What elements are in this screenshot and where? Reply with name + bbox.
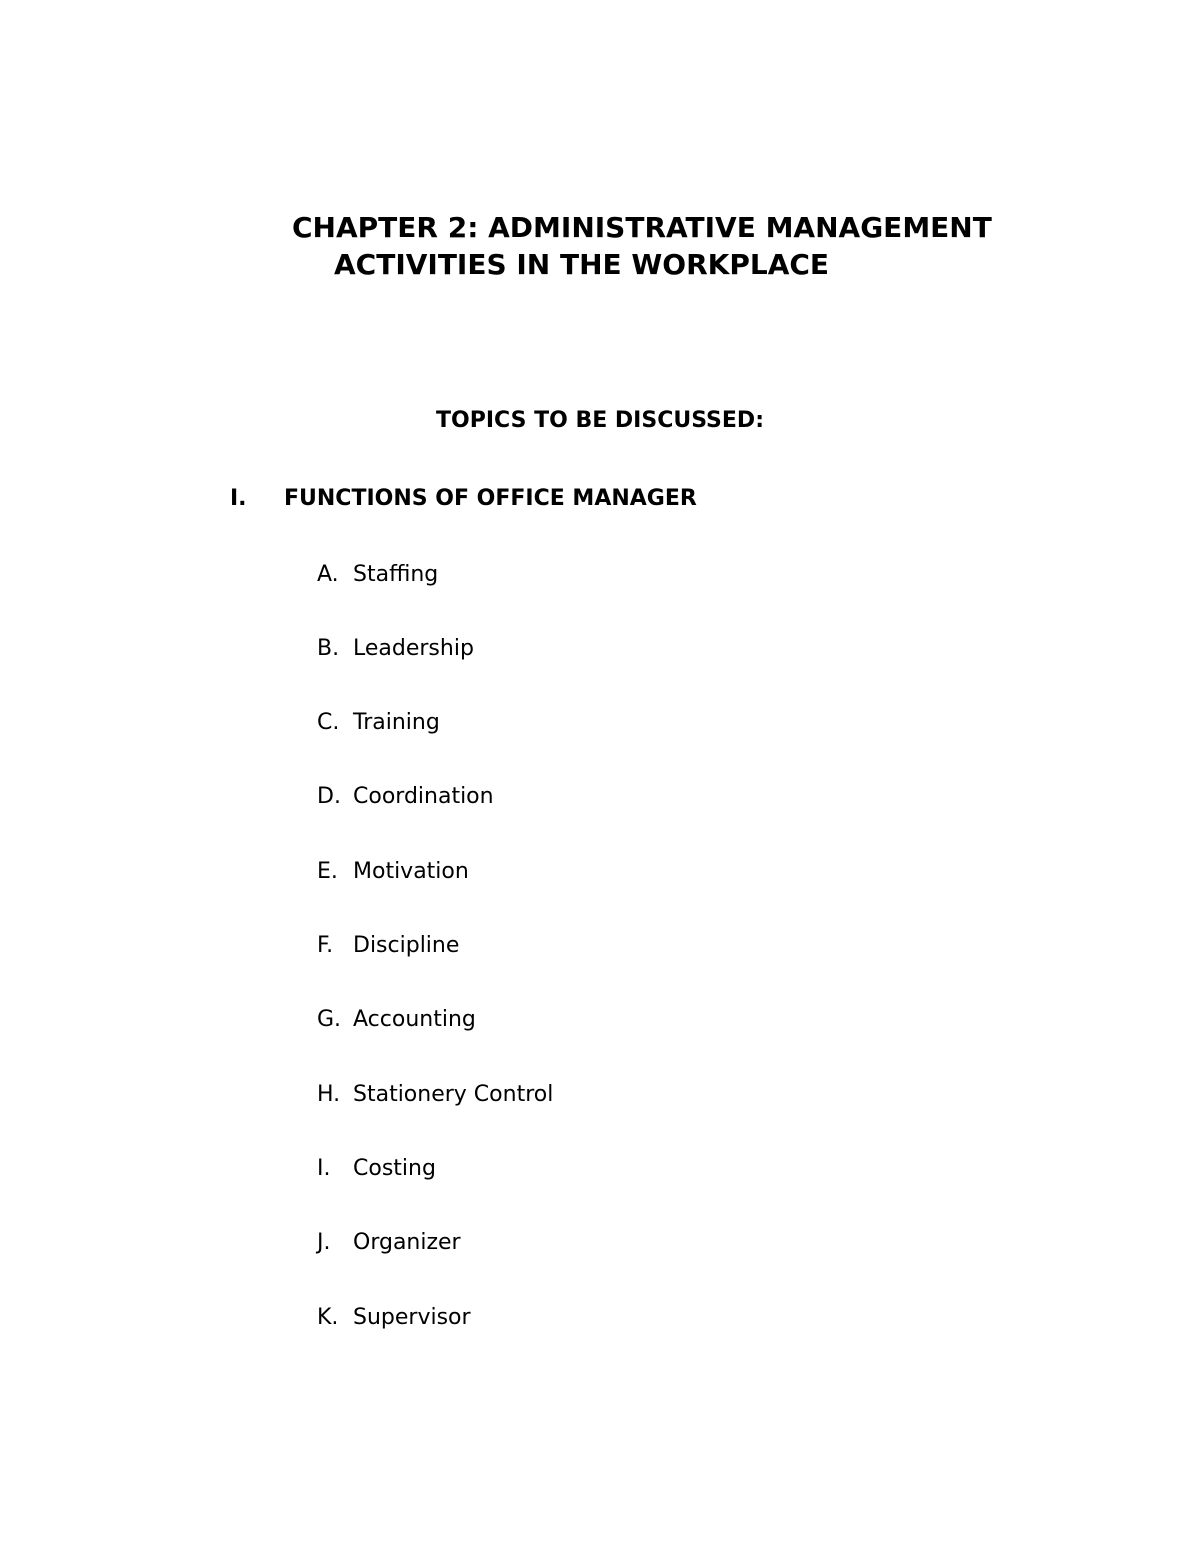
list-item	[317, 560, 438, 590]
list-item	[317, 1303, 471, 1333]
chapter-title-line-2: ACTIVITIES IN THE WORKPLACE	[334, 248, 830, 281]
list-item-letter: B.	[317, 636, 340, 661]
list-item-text: Leadership	[353, 636, 474, 661]
list-item-text: Motivation	[353, 859, 469, 884]
list-item-text: Discipline	[353, 933, 460, 958]
section-number: I.	[230, 486, 247, 511]
list-item	[317, 782, 494, 812]
list-item	[317, 708, 440, 738]
list-item-letter: H.	[317, 1082, 341, 1107]
list-item	[317, 1228, 461, 1258]
list-item-letter: G.	[317, 1007, 342, 1032]
list-item-letter: D.	[317, 784, 341, 809]
list-item	[317, 1005, 476, 1035]
list-item-letter: E.	[317, 859, 338, 884]
list-item-letter: J.	[317, 1230, 331, 1255]
list-item-letter: F.	[317, 933, 334, 958]
list-item-letter: K.	[317, 1305, 339, 1330]
list-item-text: Training	[353, 710, 440, 735]
list-item-text: Costing	[353, 1156, 436, 1181]
list-item-text: Coordination	[353, 784, 494, 809]
list-item-letter: A.	[317, 562, 339, 587]
list-item	[317, 1080, 553, 1110]
list-item	[317, 931, 459, 961]
list-item-text: Stationery Control	[353, 1082, 554, 1107]
list-item-letter: I.	[317, 1156, 331, 1181]
list-item-text: Supervisor	[353, 1305, 471, 1330]
list-item	[317, 634, 474, 664]
section-heading	[230, 484, 697, 514]
topics-heading: TOPICS TO BE DISCUSSED:	[436, 408, 764, 433]
section-title: FUNCTIONS OF OFFICE MANAGER	[284, 486, 697, 511]
list-item	[317, 857, 469, 887]
list-item-text: Organizer	[353, 1230, 461, 1255]
list-item-text: Staffing	[353, 562, 439, 587]
list-item-letter: C.	[317, 710, 340, 735]
list-item	[317, 1154, 436, 1184]
chapter-title-line-1: CHAPTER 2: ADMINISTRATIVE MANAGEMENT	[292, 211, 992, 244]
list-item-text: Accounting	[353, 1007, 476, 1032]
